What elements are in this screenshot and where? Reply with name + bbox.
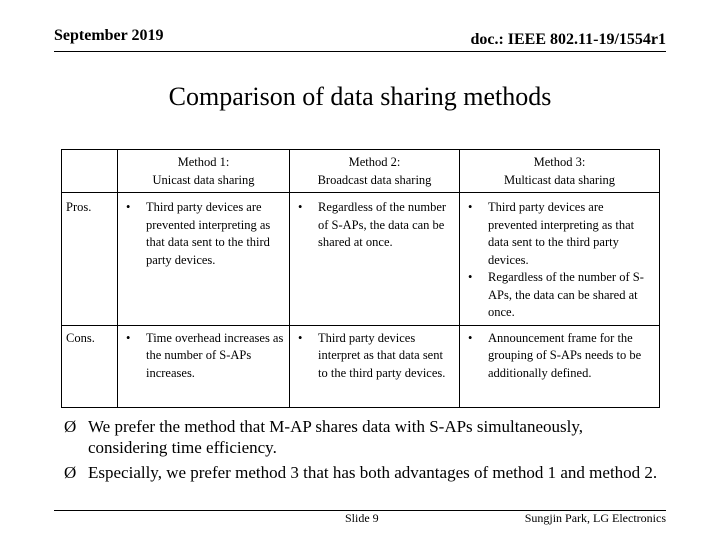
list-item <box>294 199 455 252</box>
comparison-table <box>61 149 660 408</box>
cell-text: Regardless of the number of S-APs, the data can be shared at once. <box>488 270 644 319</box>
cell-text: Announcement frame for the grouping of S-APs needs to be additionally defined. <box>488 330 642 380</box>
cell-text: Third party devices interpret as that data sent to the third party devices. <box>318 330 446 380</box>
column-header-line: Broadcast data sharing <box>317 172 432 187</box>
slide-title: Comparison of data sharing methods <box>168 82 552 111</box>
column-header-line: Unicast data sharing <box>152 172 255 187</box>
table-row-cons <box>62 325 660 407</box>
row-label: Cons. <box>62 325 118 407</box>
list-item <box>122 330 285 383</box>
slide-number: Slide 9 <box>345 511 379 525</box>
table-cell <box>118 325 290 407</box>
table-cell <box>290 193 460 326</box>
bullet-icon: • <box>468 330 473 345</box>
bullet-icon: • <box>298 200 303 214</box>
bullet-icon: • <box>468 200 473 214</box>
header-date: September 2019 <box>54 27 164 44</box>
footer-author: Sungjin Park, LG Electronics <box>524 511 666 525</box>
arrow-bullet-icon: Ø <box>64 463 77 482</box>
list-item <box>464 199 655 269</box>
column-header-line: Method 1: <box>177 155 230 169</box>
bullet-icon: • <box>298 330 303 345</box>
cell-text: Regardless of the number of S-APs, the data can be shared at once. <box>318 200 447 249</box>
table-cell <box>118 193 290 326</box>
column-header-line: Method 2: <box>348 155 401 169</box>
corner-cell <box>62 150 118 193</box>
column-header-line: Method 3: <box>533 155 586 169</box>
row-label: Pros. <box>62 193 118 326</box>
conclusion-bullets <box>64 416 664 487</box>
cell-text: Time overhead increases as the number of S-APs increases. <box>146 330 284 380</box>
table-cell <box>460 193 660 326</box>
cell-text: Third party devices are prevented interpreting as that data sent to the third party devices. <box>488 200 635 267</box>
conclusion-item <box>64 462 664 483</box>
conclusion-item <box>64 416 664 458</box>
list-item <box>294 330 455 383</box>
conclusion-text: Especially, we prefer method 3 that has both advantages of method 1 and method 2. <box>88 463 658 482</box>
table-row-pros <box>62 193 660 326</box>
arrow-bullet-icon: Ø <box>64 417 77 436</box>
bullet-icon: • <box>468 270 473 284</box>
cell-text: Third party devices are prevented interpreting as that data sent to the third party devices. <box>146 200 271 267</box>
column-header-method-1 <box>118 150 290 193</box>
column-header-method-3 <box>460 150 660 193</box>
column-header-method-2 <box>290 150 460 193</box>
header-divider <box>54 51 666 52</box>
header-doc-id: doc.: IEEE 802.11-19/1554r1 <box>470 31 666 48</box>
bullet-icon: • <box>126 330 131 345</box>
bullet-icon: • <box>126 200 131 214</box>
table-header-row <box>62 150 660 193</box>
conclusion-text: We prefer the method that M-AP shares data with S-APs simultaneously, considering time efficiency. <box>88 417 584 457</box>
table-cell <box>460 325 660 407</box>
column-header-line: Multicast data sharing <box>503 172 616 187</box>
list-item <box>464 330 655 383</box>
list-item <box>464 269 655 322</box>
table-cell <box>290 325 460 407</box>
list-item <box>122 199 285 269</box>
